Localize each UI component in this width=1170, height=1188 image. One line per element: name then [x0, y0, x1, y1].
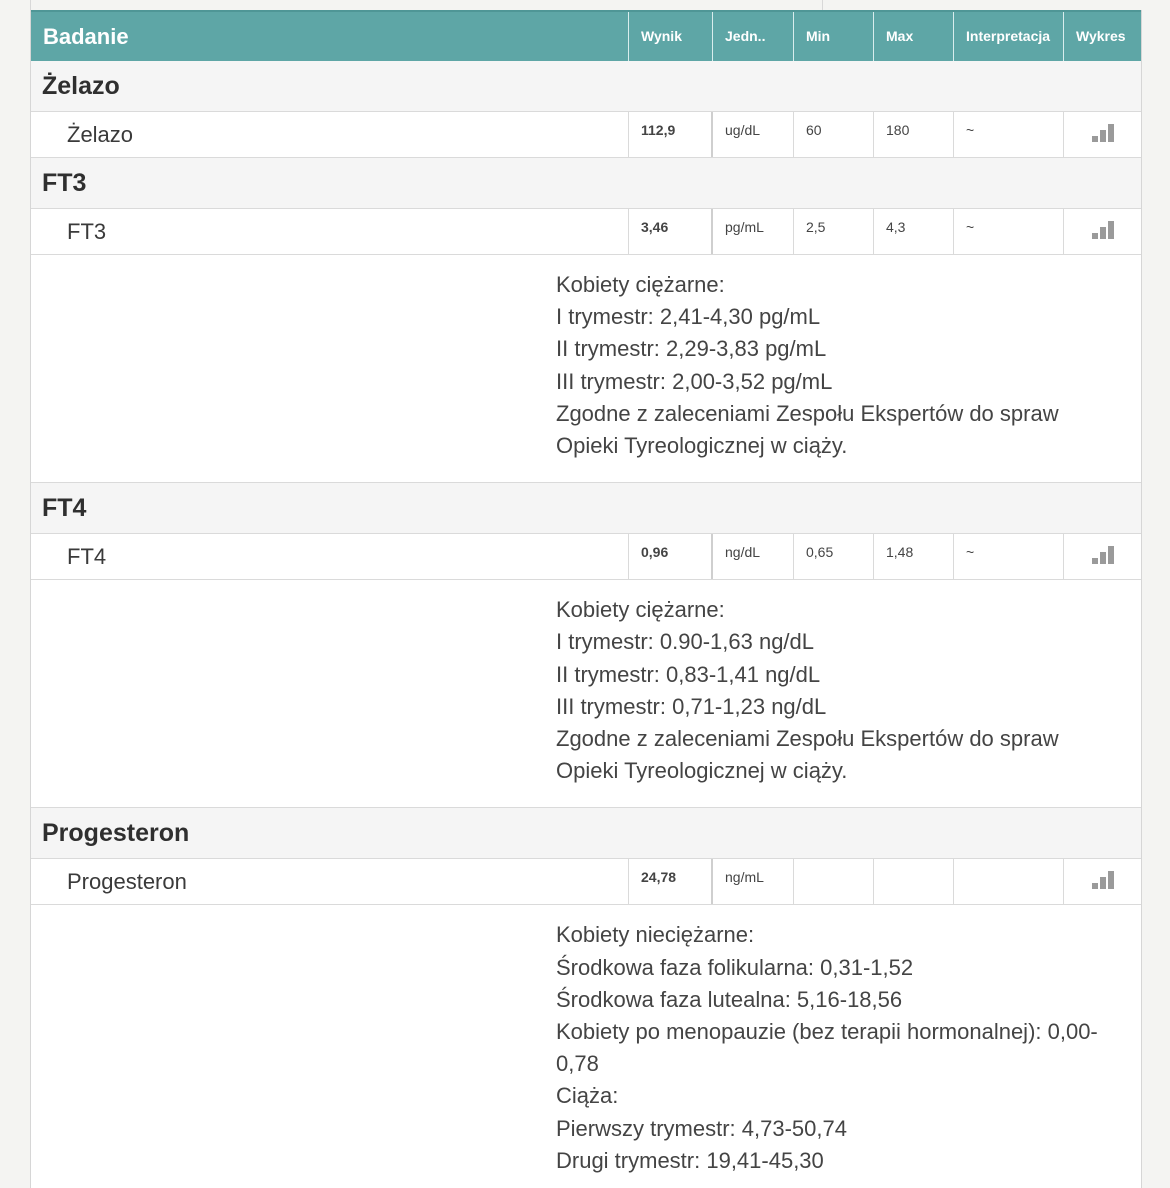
max-value [874, 859, 954, 904]
bar-chart-icon[interactable] [1064, 544, 1141, 564]
note-line: Drugi trymestr: 19,41-45,30 [556, 1147, 824, 1173]
group-header: FT4 [31, 483, 1141, 534]
result-value: 0,96 [629, 534, 713, 579]
table-header [31, 10, 1141, 61]
bar-chart-icon[interactable] [1064, 219, 1141, 239]
chart-cell[interactable] [1064, 209, 1141, 254]
top-border-stub [822, 0, 823, 10]
note-line: III trymestr: 0,71-1,23 ng/dL [556, 693, 827, 719]
interpretation-value [954, 859, 1064, 904]
note-line: Opieki Tyreologicznej w ciąży. [556, 433, 848, 459]
reference-note [31, 255, 1141, 483]
top-border-stub [30, 0, 31, 10]
group-header: Żelazo [31, 61, 1141, 112]
note-line: III trymestr: 2,00-3,52 pg/mL [556, 368, 833, 394]
test-name: FT3 [31, 209, 629, 254]
interpretation-value: ~ [954, 534, 1064, 579]
test-name: Żelazo [31, 112, 629, 157]
unit-value: pg/mL [713, 209, 794, 254]
column-header-badanie[interactable]: Badanie [31, 12, 629, 61]
reference-note [31, 580, 1141, 808]
column-header-min[interactable]: Min [794, 12, 874, 61]
note-line: Zgodne z zaleceniami Zespołu Ekspertów do spraw [556, 400, 1059, 426]
result-value: 112,9 [629, 112, 713, 157]
bar-chart-icon[interactable] [1064, 122, 1141, 142]
note-line: Środkowa faza lutealna: 5,16-18,56 [556, 986, 903, 1012]
note-line: Kobiety po menopauzie (bez terapii hormonalnej): 0,00- [556, 1019, 1098, 1045]
table-row [31, 112, 1141, 158]
note-line: Ciąża: [556, 1083, 619, 1109]
min-value: 60 [794, 112, 874, 157]
note-line: Pierwszy trymestr: 4,73-50,74 [556, 1115, 847, 1141]
max-value: 4,3 [874, 209, 954, 254]
test-name: FT4 [31, 534, 629, 579]
interpretation-value: ~ [954, 209, 1064, 254]
result-value: 24,78 [629, 859, 713, 904]
column-header-unit[interactable]: Jedn.. [713, 12, 794, 61]
min-value: 0,65 [794, 534, 874, 579]
test-name: Progesteron [31, 859, 629, 904]
note-line: II trymestr: 2,29-3,83 pg/mL [556, 336, 827, 362]
bar-chart-icon[interactable] [1064, 869, 1141, 889]
note-line: Kobiety ciężarne: [556, 597, 725, 623]
note-line: Środkowa faza folikularna: 0,31-1,52 [556, 954, 914, 980]
unit-value: ug/dL [713, 112, 794, 157]
results-table [30, 10, 1142, 1188]
note-line: Kobiety nieciężarne: [556, 922, 755, 948]
table-row [31, 859, 1141, 905]
chart-cell[interactable] [1064, 859, 1141, 904]
chart-cell[interactable] [1064, 112, 1141, 157]
min-value [794, 859, 874, 904]
chart-cell[interactable] [1064, 534, 1141, 579]
table-row [31, 534, 1141, 580]
min-value: 2,5 [794, 209, 874, 254]
note-line: Zgodne z zaleceniami Zespołu Ekspertów do spraw [556, 726, 1059, 752]
note-line: I trymestr: 0.90-1,63 ng/dL [556, 629, 815, 655]
column-header-interpretation[interactable]: Interpretacja [954, 12, 1064, 61]
unit-value: ng/dL [713, 534, 794, 579]
unit-value: ng/mL [713, 859, 794, 904]
column-header-chart[interactable]: Wykres [1076, 28, 1126, 44]
group-header: FT3 [31, 158, 1141, 209]
note-line: 0,78 [556, 1051, 599, 1077]
note-line: Kobiety ciężarne: [556, 272, 725, 297]
column-header-max[interactable]: Max [874, 12, 954, 61]
column-header-wynik[interactable]: Wynik [629, 12, 713, 61]
result-value: 3,46 [629, 209, 713, 254]
note-line: Opieki Tyreologicznej w ciąży. [556, 758, 848, 784]
note-line: I trymestr: 2,41-4,30 pg/mL [556, 304, 821, 330]
interpretation-value: ~ [954, 112, 1064, 157]
reference-note [31, 905, 1141, 1188]
max-value: 180 [874, 112, 954, 157]
max-value: 1,48 [874, 534, 954, 579]
note-line: II trymestr: 0,83-1,41 ng/dL [556, 661, 821, 687]
table-row [31, 209, 1141, 255]
group-header: Progesteron [31, 808, 1141, 859]
